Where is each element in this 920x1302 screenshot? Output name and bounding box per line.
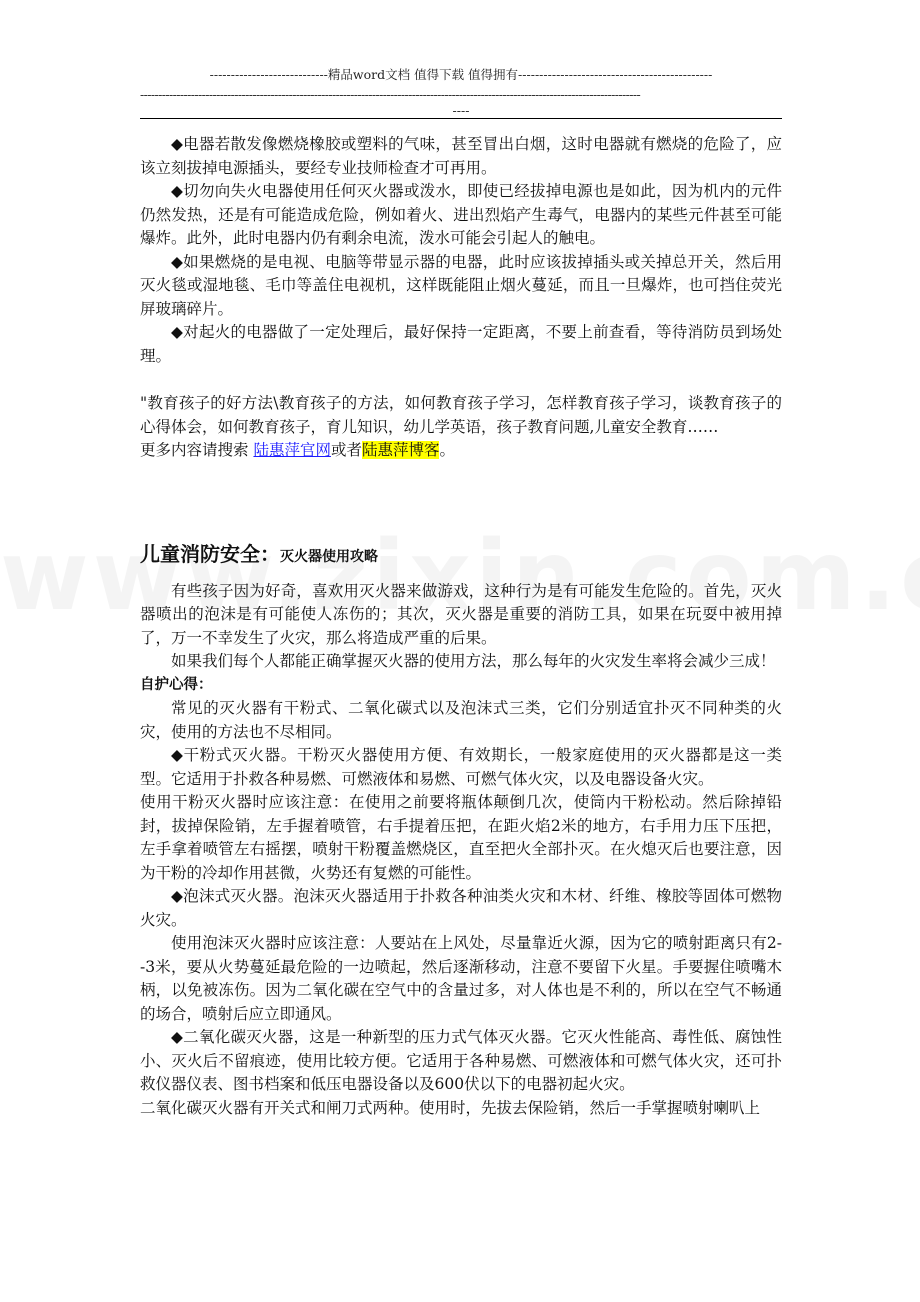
section-title [140, 539, 782, 572]
promo-text: "教育孩子的好方法\教育孩子的方法，如何教育孩子学习，怎样教育孩子学习，谈教育孩子的心得体会，如何教育孩子，育儿知识，幼儿学英语，孩子教育问题,儿童安全教育…… [140, 394, 782, 436]
paragraph-keep-distance: ◆对起火的电器做了一定处理后，最好保持一定距离，不要上前查看，等待消防员到场处理。 [140, 323, 782, 365]
paragraph-foam-usage: 使用泡沫灭火器时应该注意：人要站在上风处，尽量靠近火源，因为它的喷射距离只有2--3米，要从火势蔓延最危险的一边喷起，然后逐渐移动，注意不要留下火星。手要握住喷嘴木柄，以免被冻伤。因为二氧化碳在空气中的含量过多，对人体也是不利的，所以在空气不畅通的场合，喷射后应立即通风。 [140, 934, 782, 1023]
paragraph-intro-2: 如果我们每个人都能正确掌握灭火器的使用方法，那么每年的火灾发生率将会减少三成！ [171, 652, 776, 670]
header-line-2: ------------------------------------------------------------------------------------------------------------------------------------------ [140, 87, 641, 102]
paragraph-co2-usage: 二氧化碳灭火器有开关式和闸刀式两种。使用时，先拔去保险销，然后一手掌握喷射喇叭上 [140, 1098, 761, 1117]
document-body [140, 133, 782, 1120]
paragraph-display-devices: ◆如果燃烧的是电视、电脑等带显示器的电器，此时应该拔掉插头或关掉总开关，然后用灭火毯或湿地毯、毛巾等盖住电视机，这样既能阻止烟火蔓延，而且一旦爆炸，也可挡住荧光屏玻璃碎片。 [140, 252, 782, 318]
header-line-3: ---- [452, 103, 470, 118]
promo-more-line [140, 439, 782, 463]
paragraph-intro-1: 有些孩子因为好奇，喜欢用灭火器来做游戏，这种行为是有可能发生危险的。首先，灭火器喷出的泡沫是有可能使人冻伤的；其次，灭火器是重要的消防工具，如果在玩耍中被用掉了，万一不幸发生了火灾，那么将造成严重的后果。 [140, 581, 782, 647]
section-title-sub: 灭火器使用攻略 [280, 548, 378, 565]
paragraph-smell-warning: ◆电器若散发像燃烧橡胶或塑料的气味，甚至冒出白烟，这时电器就有燃烧的危险了，应该立刻拔掉电源插头，要经专业技师检查才可再用。 [140, 135, 782, 177]
spacer [140, 368, 782, 392]
paragraph-no-water: ◆切勿向失火电器使用任何灭火器或泼水，即使已经拔掉电源也是如此，因为机内的元件仍然发热，还是有可能造成危险，例如着火、进出烈焰产生毒气，电器内的某些元件甚至可能爆炸。此外，此时电器内仍有剩余电流，泼水可能会引起人的触电。 [140, 182, 782, 247]
paragraph-co2: ◆二氧化碳灭火器，这是一种新型的压力式气体灭火器。它灭火性能高、毒性低、腐蚀性小、灭火后不留痕迹，使用比较方便。它适用于各种易燃、可燃液体和可燃气体火灾，还可扑救仪器仪表、图书档案和低压电器设备以及600伏以下的电器初起火灾。 [140, 1028, 782, 1093]
paragraph-types: 常见的灭火器有干粉式、二氧化碳式以及泡沫式三类，它们分别适宜扑灭不同种类的火灾，使用的方法也不尽相同。 [140, 699, 782, 741]
paragraph-foam: ◆泡沫式灭火器。泡沫灭火器适用于扑救各种油类火灾和木材、纤维、橡胶等固体可燃物火灾。 [140, 887, 782, 929]
paragraph-dry-powder-usage: 使用干粉灭火器时应该注意：在使用之前要将瓶体颠倒几次，使筒内干粉松动。然后除掉铅封，拔掉保险销，左手握着喷管，右手提着压把，在距火焰2米的地方，右手用力压下压把，左手拿着喷管左右摇摆，喷射干粉覆盖燃烧区，直至把火全部扑灭。在火熄灭后也要注意，因为干粉的冷却作用甚微，火势还有复燃的可能性。 [140, 793, 782, 882]
header-rule [140, 118, 782, 119]
promo-more-prefix: 更多内容请搜索 [140, 441, 254, 459]
link-official-site[interactable]: 陆惠萍官网 [253, 441, 331, 459]
header-line-1: ----------------------------精品word文档 值得下载 值得拥有---------------------------------------------- [209, 67, 713, 82]
subheading-tips: 自护心得： [140, 676, 213, 693]
link-blog[interactable]: 陆惠萍博客 [361, 441, 440, 459]
promo-end: 。 [439, 441, 455, 459]
spacer [140, 463, 782, 539]
paragraph-dry-powder: ◆干粉式灭火器。干粉灭火器使用方便、有效期长，一般家庭使用的灭火器都是这一类型。它适用于扑救各种易燃、可燃液体和易燃、可燃气体火灾，以及电器设备火灾。 [140, 746, 782, 788]
promo-or: 或者 [330, 441, 362, 459]
section-title-main: 儿童消防安全： [140, 541, 280, 566]
spacer [140, 572, 782, 580]
